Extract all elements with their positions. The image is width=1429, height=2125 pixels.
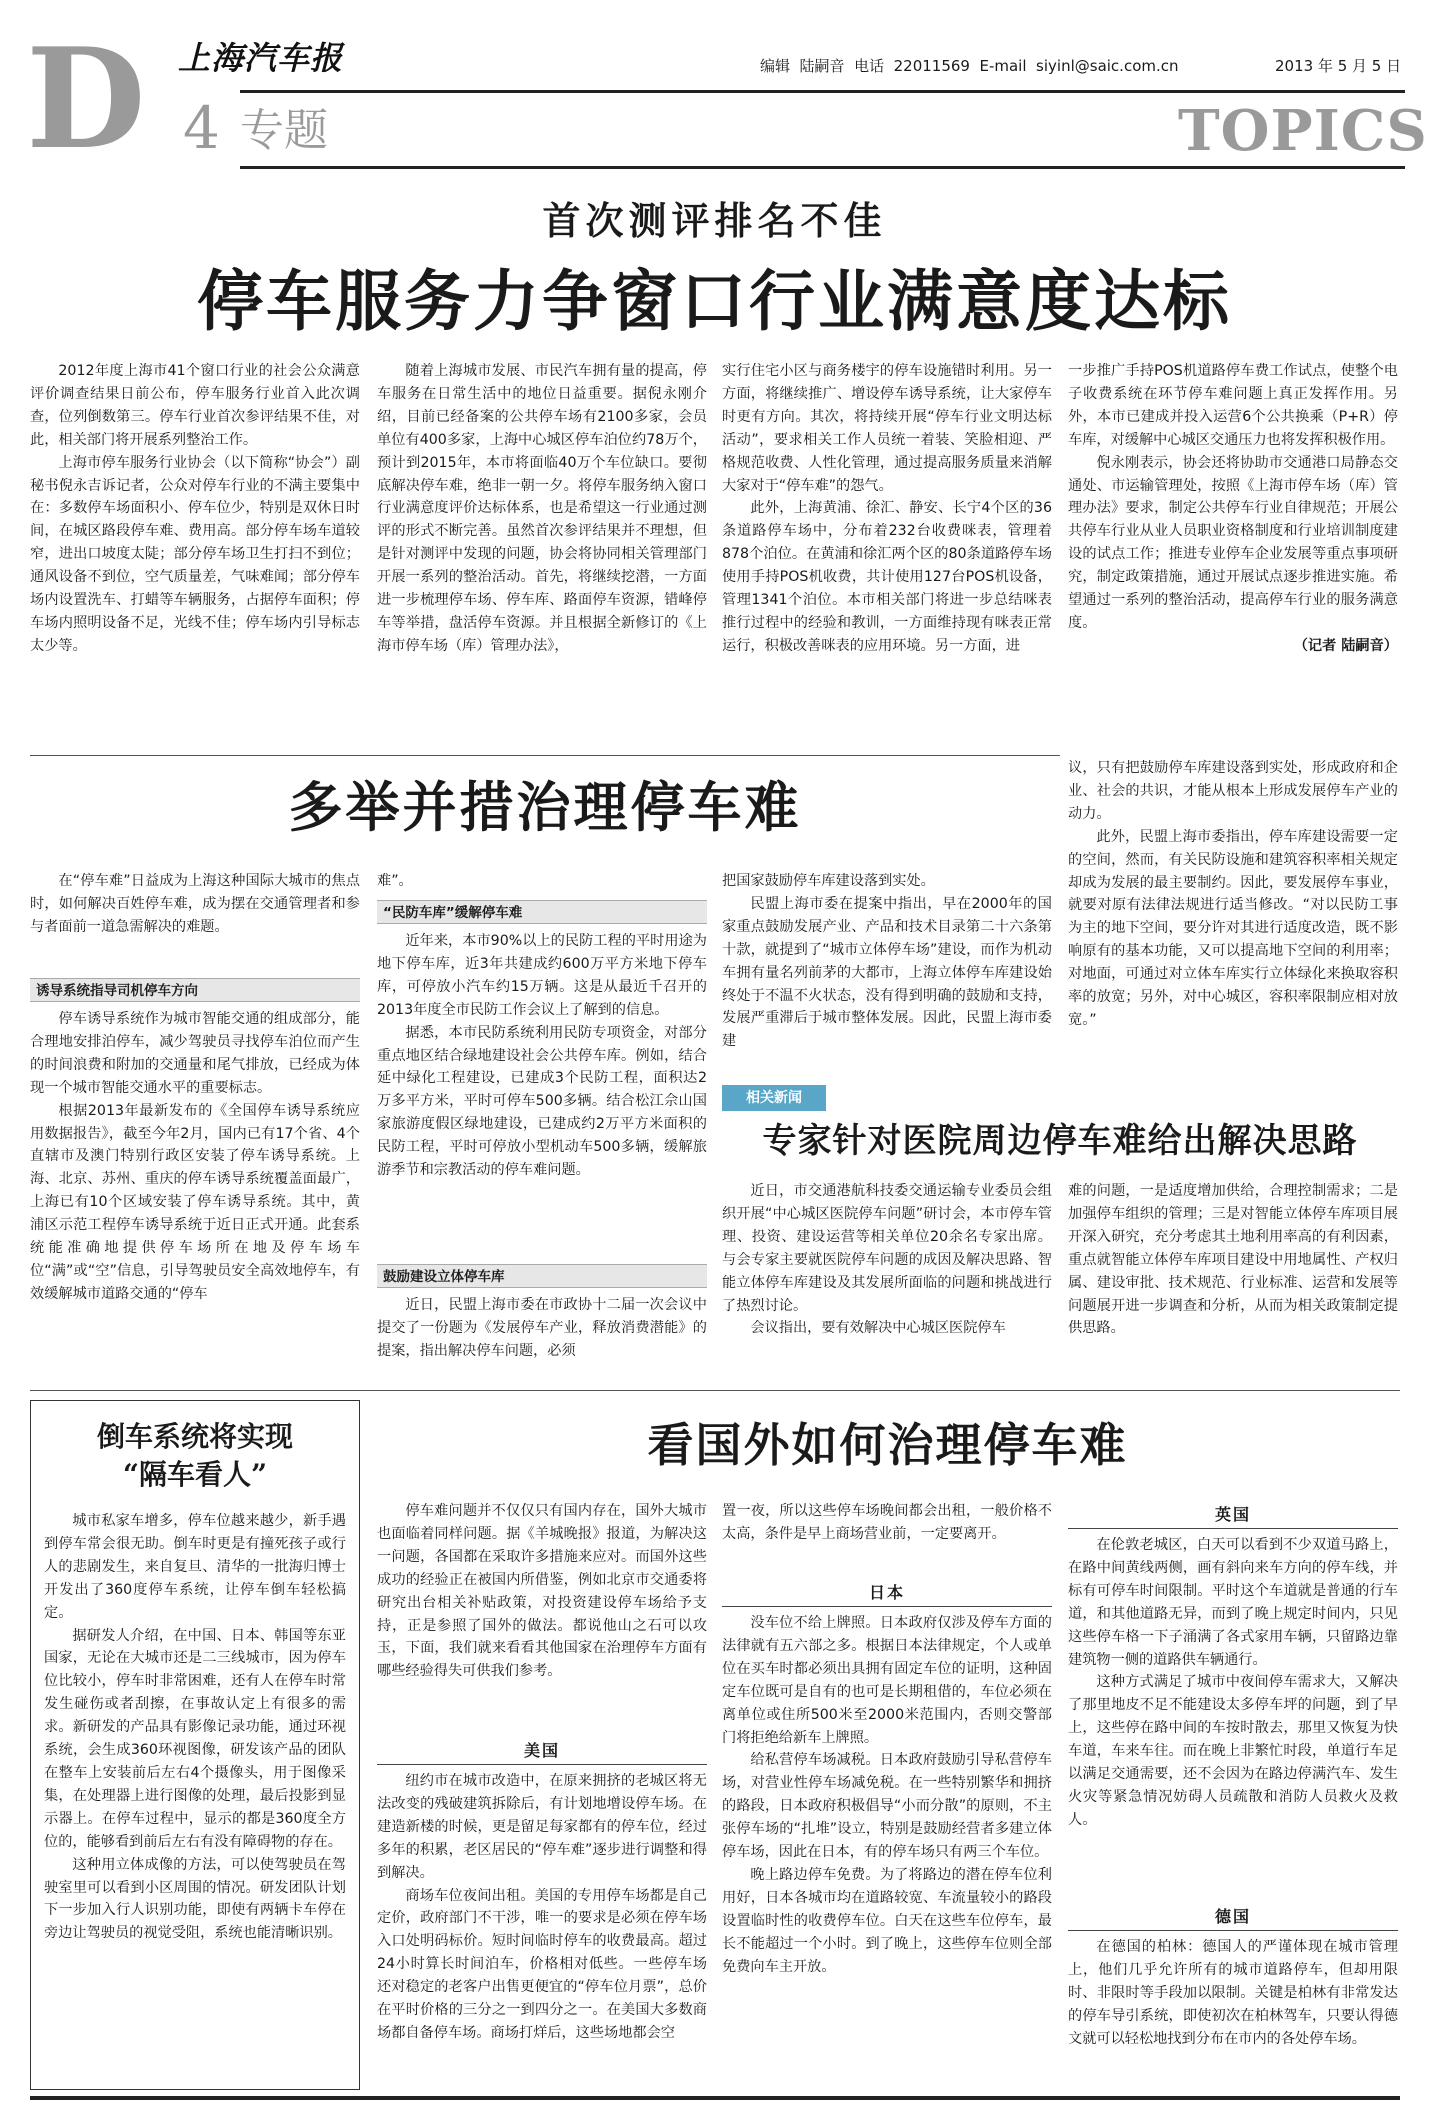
section-name: 专题 xyxy=(240,105,328,156)
paragraph: 一步推广手持POS机道路停车费工作试点，使整个电子收费系统在环节停车难问题上真正发挥作用。另外，本市已建成并投入运营6个公共换乘（P+R）停车库，对缓解中心城区交通压力也将发挥积极作用。 xyxy=(1068,363,1398,448)
story2-col1 xyxy=(30,870,360,939)
section-letter: D xyxy=(26,17,146,180)
germany-rule xyxy=(1068,1930,1398,1931)
box-title-line1: 倒车系统将实现 xyxy=(96,1420,293,1453)
paragraph: 随着上海城市发展、市民汽车拥有量的提高，停车服务在日常生活中的地位日益重要。据倪永刚介绍，目前已经备案的公共停车场有2100多家，会员单位有400多家，上海中心城区停车泊位约78万个，预计到2015年，本市将面临40万个车位缺口。要彻底解决停车难，绝非一朝一夕。将停车服务纳入窗口行业满意度评价达标体系，也是希望这一行业通过测评的形式不断完善。虽然首次参评结果并不理想，但是针对测评中发现的问题，协会将协同相关管理部门开展一系列的整治活动。首先，将继续挖潜，一方面进一步梳理停车场、停车库、路面停车资源，错峰停车等举措，盘活停车资源。并且根据全新修订的《上海市停车场（库）管理办法》， xyxy=(377,363,707,654)
story1-headline: 停车服务力争窗口行业满意度达标 xyxy=(197,263,1232,340)
byline: （记者 陆嗣音） xyxy=(1293,637,1398,654)
story2-col2c xyxy=(377,1294,707,1363)
story4-col1b xyxy=(377,1770,707,2045)
paragraph: 纽约市在城市改造中，在原来拥挤的老城区将无法改变的残破建筑拆除后，有计划地增设停车场。在建造新楼的时候，更是留足每家都有的停车位，经过多年的积累，老区居民的“停车难”逐步进行调整和得到解决。 xyxy=(377,1773,707,1881)
issue-date: 2013 年 5 月 5 日 xyxy=(1275,57,1402,75)
paragraph: 把国家鼓励停车库建设落到实处。 xyxy=(722,873,935,889)
paragraph: 这种方式满足了城市中夜间停车需求大，又解决了那里地皮不足不能建设太多停车坪的问题，到了早上，这些停在路中间的车按时散去，那里又恢复为快车道，车来车往。而在晚上非繁忙时段，单道行车足以满足交通需要，还不会因为在路边停满汽车、发生火灾等紧急情况妨碍人员疏散和消防人员救火及救人。 xyxy=(1068,1674,1398,1828)
paragraph: 据悉，本市民防系统利用民防专项资金，对部分重点地区结合绿地建设社会公共停车库。例如，结合延中绿化工程建设，已建成3个民防工程，面积达2万多平方米，平时可停车500多辆。结合松江佘山国家旅游度假区绿地建设，已建成约2万平方米面积的民防工程，平时可停放小型机动车500多辆，缓解旅游季节和宗教活动的停车难问题。 xyxy=(377,1024,707,1179)
paragraph: 会议指出，要有效解决中心城区医院停车 xyxy=(750,1320,1006,1337)
story-divider xyxy=(30,1390,1400,1391)
story2-col3 xyxy=(722,870,1052,1053)
subhead-stereo-garage: 鼓励建设立体停车库 xyxy=(377,1264,707,1288)
subhead-guidance-system: 诱导系统指导司机停车方向 xyxy=(30,978,360,1002)
paper-logo: 上海汽车报 xyxy=(178,39,344,77)
paragraph: 这种用立体成像的方法，可以使驾驶员在驾驶室里可以看到小区周围的情况。研发团队计划下一步加入行人识别功能，即使有两辆卡车停在旁边让驾驶员的视觉受阻，系统也能清晰识别。 xyxy=(44,1856,346,1942)
topics-label: TOPICS xyxy=(1178,98,1428,164)
subhead-civil-defense-garage: “民防车库”缓解停车难 xyxy=(377,900,707,924)
story1-kicker: 首次测评排名不佳 xyxy=(542,198,887,243)
uk-rule xyxy=(1068,1528,1398,1529)
story3-headline: 专家针对医院周边停车难给出解决思路 xyxy=(762,1121,1358,1161)
story3-col1 xyxy=(722,1180,1052,1340)
story1-col3 xyxy=(722,360,1052,658)
country-label-germany: 德国 xyxy=(1214,1907,1251,1926)
masthead-rule-top xyxy=(240,90,1405,93)
paragraph: 此外，民盟上海市委指出，停车库建设需要一定的空间，然而，有关民防设施和建筑容积率相关规定却成为发展的最主要制约。因此，要发展停车事业，就要对原有法律法规进行适当修改。“对以民防工事为主的地下空间，要分许对其进行适度改造，既不影响原有的基本功能，又可以提高地下空间的利用率；对地面，可通过对立体车库实行立体绿化来换取容积率的放宽；另外，对中心城区，容积率限制应相对放宽。” xyxy=(1068,828,1398,1028)
story4-headline: 看国外如何治理停车难 xyxy=(647,1418,1128,1472)
paragraph: 难”。 xyxy=(377,873,413,889)
paragraph: 在伦敦老城区，白天可以看到不少双道马路上，在路中间黄线两侧，画有斜向来车方向的停车线，并标有可停车时间限制。平时这个车道就是普通的行车道，和其他道路无异，而到了晚上规定时间内，只见这些停车格一下子涌满了各式家用车辆，只留路边靠建筑物一侧的道路供车辆通行。 xyxy=(1068,1537,1398,1668)
story1-divider xyxy=(30,755,1060,756)
story4-col3b xyxy=(1068,1936,1398,2051)
paragraph: 实行住宅小区与商务楼宇的停车设施错时利用。另一方面，将继续推广、增设停车诱导系统，让大家停车时更有方向。其次，将持续开展“停车行业文明达标活动”，要求相关工作人员统一着装、笑脸相迎、严格规范收费、人性化管理，通过提高服务质量来消解大家对于“停车难”的怨气。 xyxy=(722,363,1052,494)
story2-col2-top xyxy=(377,870,707,893)
country-label-japan: 日本 xyxy=(868,1583,905,1602)
paragraph: 在“停车难”日益成为上海这种国际大城市的焦点时，如何解决百姓停车难，成为摆在交通管理者和参与者面前一道急需解决的难题。 xyxy=(30,873,360,935)
paragraph: 议，只有把鼓励停车库建设落到实处，形成政府和企业、社会的共识，才能从根本上形成发展停车产业的动力。 xyxy=(1068,760,1398,822)
story2-col1b xyxy=(30,1008,360,1306)
paragraph: 2012年度上海市41个窗口行业的社会公众满意评价调查结果日前公布，停车服务行业首入此次调查，位列倒数第三。停车行业首次参评结果不佳，对此，相关部门将开展系列整治工作。 xyxy=(30,363,360,448)
paragraph: 停车难问题并不仅仅只有国内存在，国外大城市也面临着同样问题。据《羊城晚报》报道，为解决这一问题，各国都在采取许多措施来应对。而国外这些成功的经验正在被国内所借鉴，例如北京市交通委将研究出台相关补贴政策，对投资建设停车场给予支持，正是参照了国外的做法。都说他山之石可以攻玉，下面，我们就来看看其他国家在治理停车方面有哪些经验得失可供我们参考。 xyxy=(377,1503,707,1680)
story3-col2 xyxy=(1068,1180,1398,1340)
paragraph: 近日，市交通港航科技委交通运输专业委员会组织开展“中心城区医院停车问题”研讨会，本市停车管理、投资、建设运营等相关单位20余名专家出席。与会专家主要就医院停车问题的成因及解决思路、智能立体停车库建设及其发展所面临的问题和挑战进行了热烈讨论。 xyxy=(722,1183,1052,1314)
masthead-rule-bottom xyxy=(240,166,1405,169)
paragraph: 难的问题，一是适度增加供给，合理控制需求；二是加强停车组织的管理；三是对智能立体停车库项目展开深入研究，充分考虑其土地利用率高的有利因素，重点就智能立体停车库项目建设中用地属性、产权归属、建设审批、技术规范、行业标准、运营和发展等问题展开进一步调查和分析，从而为相关政策制定提供思路。 xyxy=(1068,1183,1398,1337)
box-body xyxy=(44,1510,346,1945)
paragraph: 据研发人介绍，在中国、日本、韩国等东亚国家，无论在大城市还是二三线城市，因为停车位比较小，停车时非常困难，还有人在停车时常发生碰伤或者刮擦，在事故认定上有很多的需求。新研发的产品具有影像记录功能，通过环视系统，会生成360环视图像，研发该产品的团队在整车上安装前后左右4个摄像头，用于图像采集，在处理器上进行图像的处理，最后投影到显示器上。在停车过程中，显示的都是360度全方位的，能够看到前后左右有没有障碍物的存在。 xyxy=(44,1627,346,1850)
story4-col1 xyxy=(377,1500,707,1683)
paragraph: 上海市停车服务行业协会（以下简称“协会”）副秘书倪永吉诉记者，公众对停车行业的不满主要集中在：多数停车场面积小、停车位少，特别是双休日时间，在城区路段停车难、费用高。部分停车场车道较窄，进出口坡度太陡；部分停车场卫生打扫不到位；通风设备不到位，空气质量差，气味难闻；部分停车场内设置洗车、打蜡等车辆服务，占据停车面积；停车场内照明设备不足，光线不佳；停车场内引导标志太少等。 xyxy=(30,454,360,654)
paragraph: 没车位不给上牌照。日本政府仅涉及停车方面的法律就有五六部之多。根据日本法律规定，个人或单位在买车时都必须出具拥有固定车位的证明，这种固定车位既可是自有的也可是长期租借的，车位必须在离单位或住所500米至2000米范围内，否则交警部门将拒绝给新车上牌照。 xyxy=(722,1615,1052,1746)
story4-col2 xyxy=(722,1612,1052,1979)
paragraph: 在德国的柏林：德国人的严谨体现在城市管理上，他们几乎允许所有的城市道路停车，但却用限时、非限时等手段加以限制。关键是柏林有非常发达的停车导引系统，即使初次在柏林驾车，只要认得德文就可以轻松地找到分布在市内的各处停车场。 xyxy=(1068,1939,1398,2047)
paragraph: 倪永刚表示，协会还将协助市交通港口局静态交通处、市运输管理处，按照《上海市停车场（库）管理办法》要求，制定公共停车行业自律规范；开展公共停车行业从业人员职业资格制度和行业培训制度建设的试点工作；推进专业停车企业发展等重点事项研究，制定政策措施，通过开展试点逐步推进实施。希望通过一系列的整治活动，提高停车行业的服务满意度。 xyxy=(1068,454,1398,631)
paragraph: 商场车位夜间出租。美国的专用停车场都是自己定价，政府部门不干涉，唯一的要求是必须在停车场入口处明码标价。短时间临时停车的收费最高。超过24小时算长时间泊车，价格相对低些。一些停车场还对稳定的老客户出售更便宜的“停车位月票”，总价在平时价格的三分之一到四分之一。在美国大多数商场都自备停车场。商场打烊后，这些场地都会空 xyxy=(377,1887,707,2041)
paragraph: 城市私家车增多，停车位越来越少，新手遇到停车常会很无助。倒车时更是有撞死孩子或行人的悲剧发生，来自复旦、清华的一批海归博士开发出了360度停车系统，让停车倒车轻松搞定。 xyxy=(44,1513,346,1621)
paragraph: 近日，民盟上海市委在市政协十二届一次会议中提交了一份题为《发展停车产业，释放消费潜能》的提案，指出解决停车问题，必须 xyxy=(377,1297,707,1359)
footer-rule xyxy=(30,2096,1400,2100)
story2-col4 xyxy=(1068,757,1398,1032)
paragraph: 民盟上海市委在提案中指出，早在2000年的国家重点鼓励发展产业、产品和技术目录第二十六条第十款，就提到了“城市立体停车场”建设，而作为机动车拥有量名列前茅的大都市，上海立体停车库建设始终处于不温不火状态，没有得到明确的鼓励和支持，发展严重滞后于城市整体发展。因此，民盟上海市委建 xyxy=(722,895,1052,1050)
paragraph: 根据2013年最新发布的《全国停车诱导系统应用数据报告》，截至今年2月，国内已有17个省、4个直辖市及澳门特别行政区安装了停车诱导系统。上海、北京、苏州、重庆的停车诱导系统覆盖面最广，上海已有10个区域安装了停车诱导系统。其中，黄浦区示范工程停车诱导系统于近日正式开通。此套系统能准确地提供停车场所在地及停车场车位“满”或“空”信息，引导驾驶员安全高效地停车，有效缓解城市道路交通的“停车 xyxy=(30,1102,360,1302)
usa-rule xyxy=(377,1764,707,1765)
paragraph: 置一夜，所以这些停车场晚间都会出租，一般价格不太高，条件是早上商场营业前，一定要离开。 xyxy=(722,1503,1052,1542)
story4-col3 xyxy=(1068,1534,1398,1832)
page-number: 4 xyxy=(183,94,220,162)
story4-col2-top xyxy=(722,1500,1052,1546)
story1-col1 xyxy=(30,360,360,658)
box-title xyxy=(30,1418,360,1494)
country-label-uk: 英国 xyxy=(1214,1505,1251,1524)
paragraph: 近年来，本市90%以上的民防工程的平时用途为地下停车库，近3年共建成约600万平方米地下停车库，可停放小汽车约15万辆。这是从最近千召开的2013年度全市民防工作会议上了解到的信息。 xyxy=(377,933,707,1018)
related-news-tag: 相关新闻 xyxy=(722,1085,826,1111)
paragraph: 晚上路边停车免费。为了将路边的潜在停车位利用好，日本各城市均在道路较宽、车流量较小的路段设置临时性的收费停车位。白天在这些车位停车，最长不能超过一个小时。到了晚上，这些停车位则全部免费向车主开放。 xyxy=(722,1866,1052,1975)
box-title-line2: “隔车看人” xyxy=(122,1458,268,1491)
paragraph: 此外，上海黄浦、徐汇、静安、长宁4个区的36条道路停车场中，分布着232台收费咪表，管理着878个泊位。在黄浦和徐汇两个区的80条道路停车场使用手持POS机收费，共计使用127台POS机设备，管理1341个泊位。本市相关部门将进一步总结咪表推行过程中的经验和教训，一方面维持现有咪表正常运行，积极改善咪表的应用环境。另一方面，进 xyxy=(722,500,1052,654)
story1-col4 xyxy=(1068,360,1398,658)
story2-headline: 多举并措治理停车难 xyxy=(288,775,802,839)
paragraph: 停车诱导系统作为城市智能交通的组成部分，能合理地安排泊停车，减少驾驶员寻找停车泊位而产生的时间浪费和附加的交通量和尾气排放，已经成为体现一个城市智能交通水平的重要标志。 xyxy=(30,1011,360,1096)
story2-col2 xyxy=(377,930,707,1182)
japan-rule xyxy=(722,1606,1052,1607)
story1-col2 xyxy=(377,360,707,658)
paragraph: 给私营停车场减税。日本政府鼓励引导私营停车场，对营业性停车场减免税。在一些特别繁华和拥挤的路段，日本政府积极倡导“小而分散”的原则，不主张停车场的“扎堆”设立，特别是鼓励经营者多建立体停车场，因此在日本，有的停车场只有两三个车位。 xyxy=(722,1752,1052,1861)
country-label-usa: 美国 xyxy=(523,1741,560,1760)
editor-info: 编辑 陆嗣音 电话 22011569 E-mail siyinl@saic.com.cn xyxy=(760,57,1179,75)
